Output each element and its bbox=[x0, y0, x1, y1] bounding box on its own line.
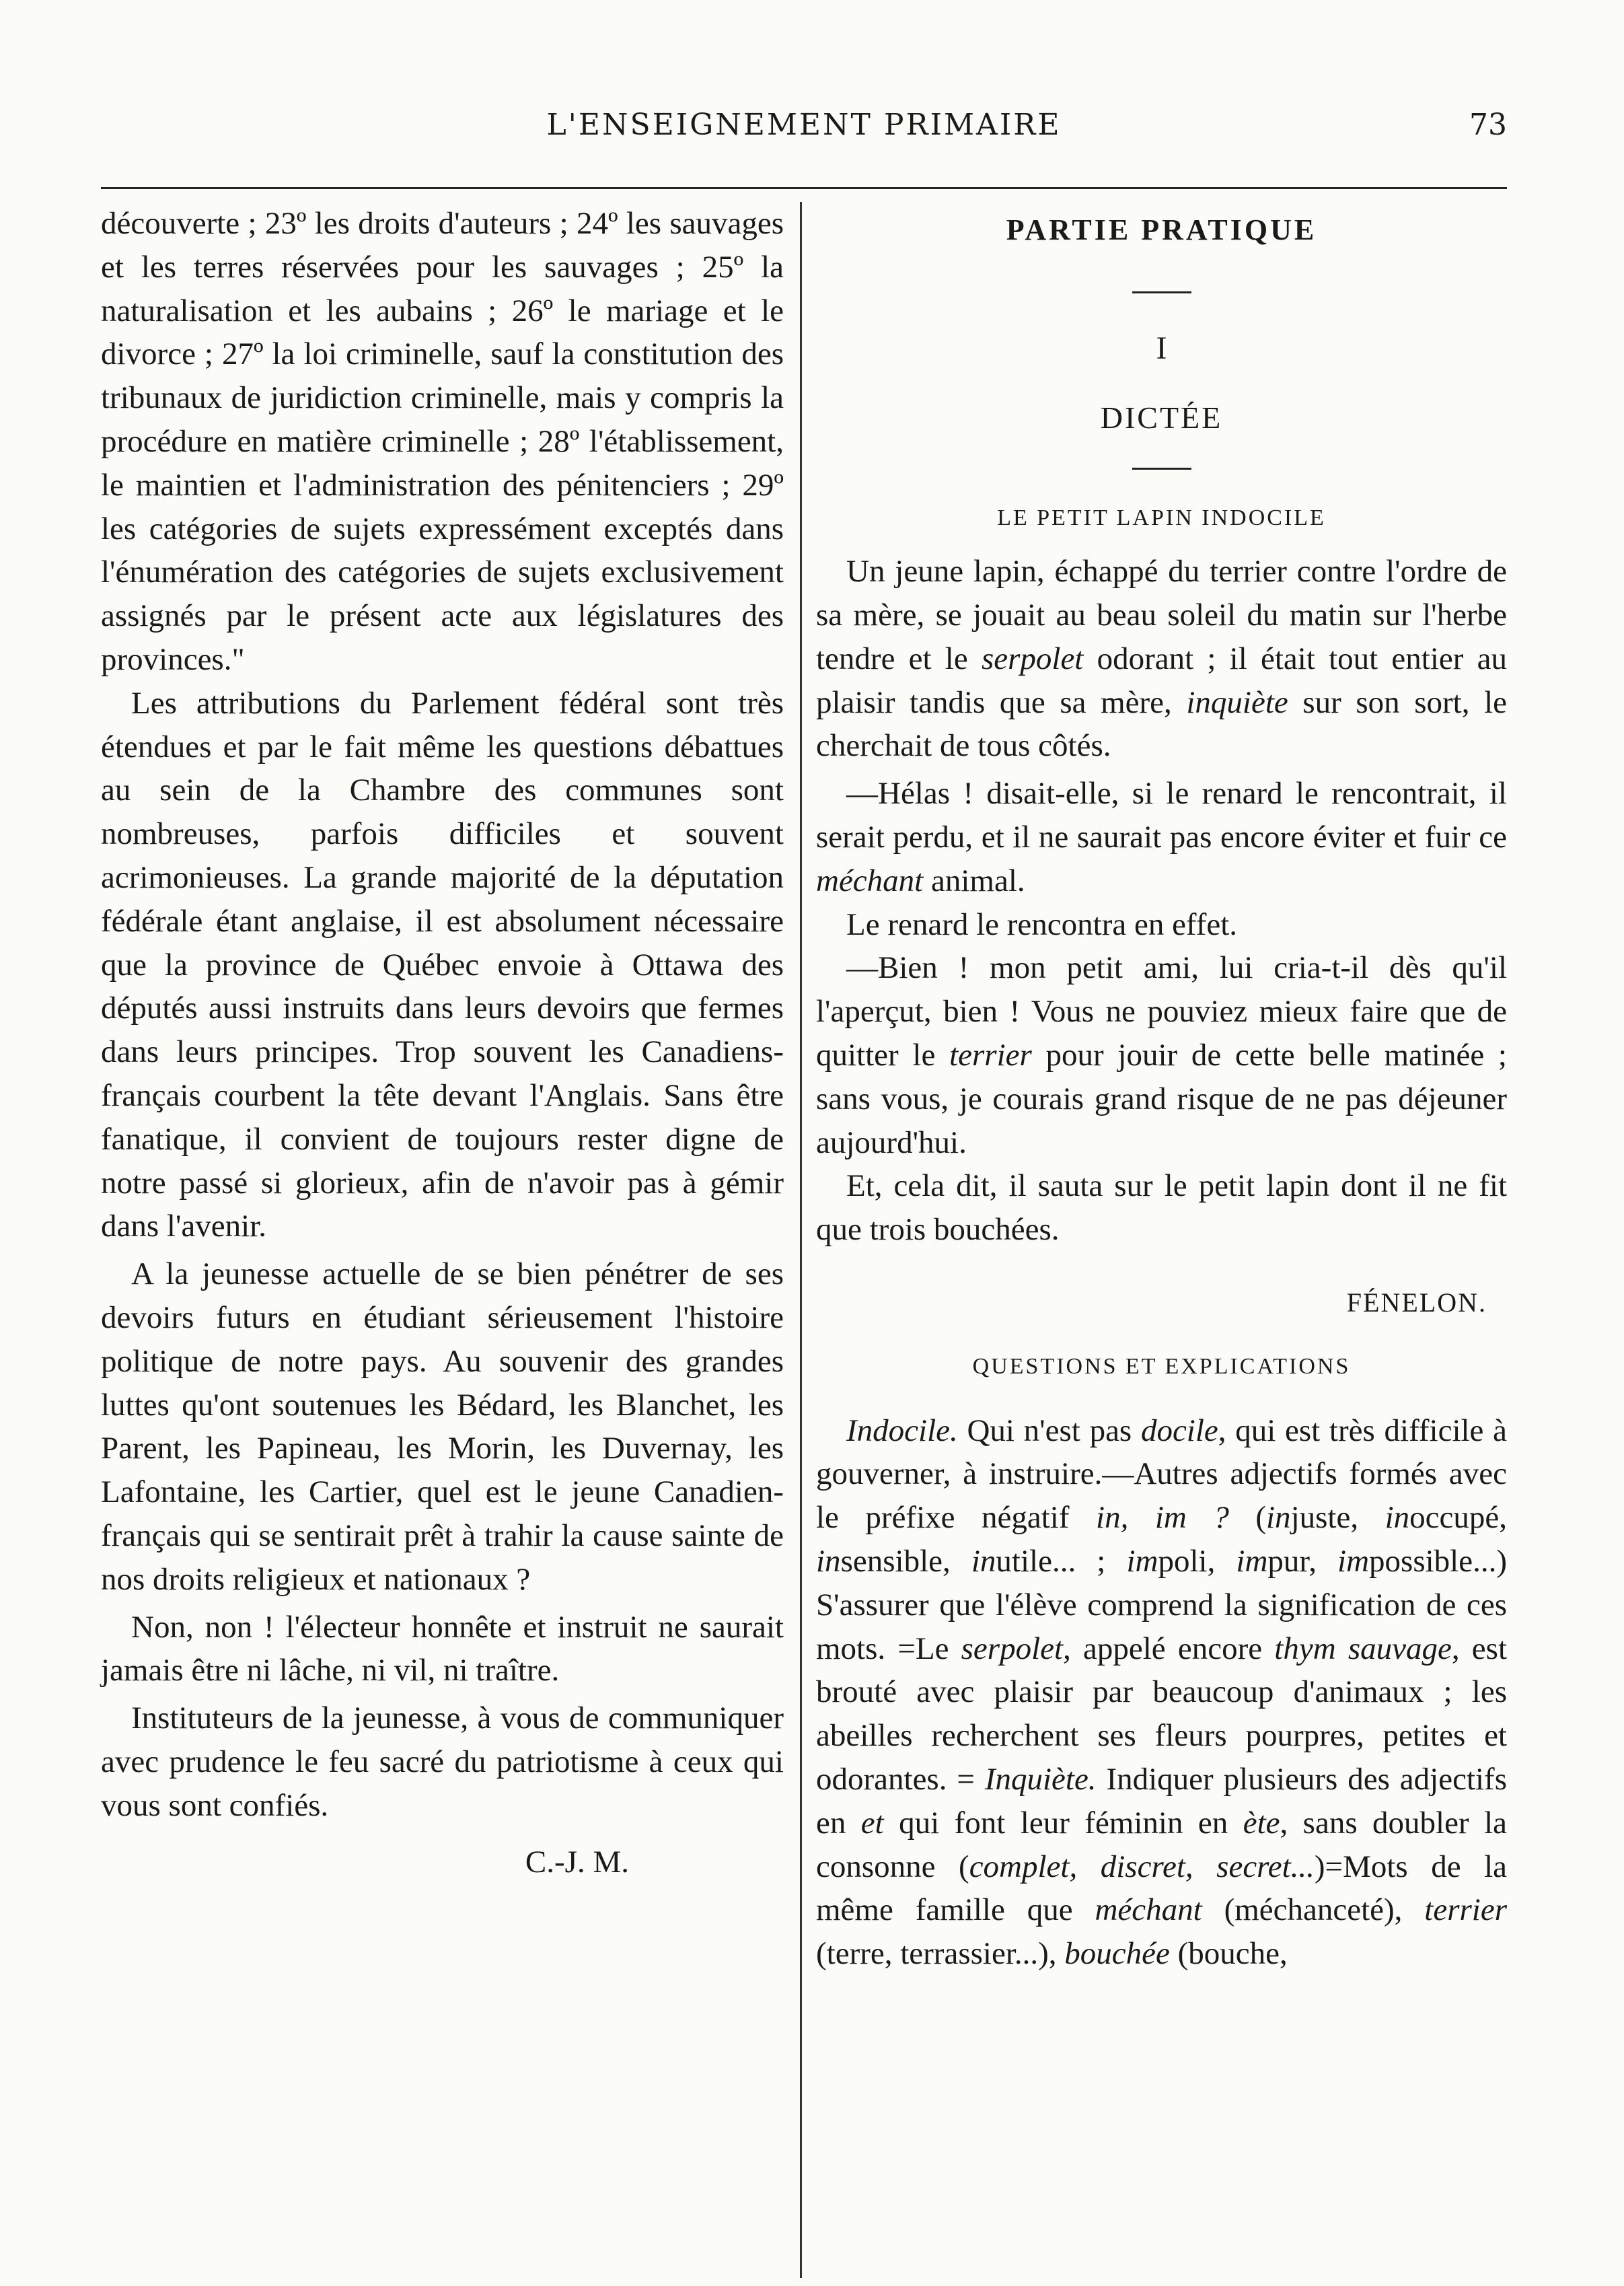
paragraph: Instituteurs de la jeunesse, à vous de communiquer avec prudence le feu sacré du patriotisme à ceux qui vous sont confiés. bbox=[101, 1701, 784, 1823]
right-column bbox=[816, 202, 1507, 1976]
subsection-title: DICTÉE bbox=[1100, 400, 1223, 435]
story-title: LE PETIT LAPIN INDOCILE bbox=[997, 505, 1326, 531]
journal-title: L'ENSEIGNEMENT PRIMAIRE bbox=[546, 108, 1062, 142]
author: FÉNELON. bbox=[1346, 1287, 1487, 1318]
story-paragraph: Un jeune lapin, échappé du terrier contre l'ordre de sa mère, se jouait au beau soleil du matin sur l'herbe tendre et le serpolet odorant ; il était tout entier au plaisir tandis que sa mère, inquiète sur son sort, le cherchait de tous côtés. bbox=[816, 554, 1507, 764]
paragraph: Les attributions du Parlement fédéral sont très étendues et par le fait même les questions débattues au sein de la Chambre des communes sont nombreuses, parfois difficiles et souvent acrimonieuses. La grande majorité de la députation fédérale étant anglaise, il est absolument nécessaire que la province de Québec envoie à Ottawa des députés aussi instruits dans leurs devoirs que fermes dans leurs principes. Trop souvent les Canadiens-français courbent la tête devant l'Anglais. Sans être fanatique, il convient de toujours rester digne de notre passé si glorieux, afin de n'avoir pas à gémir dans l'avenir. bbox=[101, 685, 784, 1244]
story-paragraph: —Hélas ! disait-elle, si le renard le rencontrait, il serait perdu, et il ne saurait pas encore éviter et fuir ce méchant animal. bbox=[816, 776, 1507, 898]
paragraph: découverte ; 23º les droits d'auteurs ; 24º les sauvages et les terres réservées pour les sauvages ; 25º la naturalisation et les aubains ; 26º le mariage et le divorce ; 27º la loi criminelle, sauf la constitution des tribunaux de juridiction criminelle, mais y compris la procédure en matière criminelle ; 28º l'établissement, le maintien et l'administration des pénitenciers ; 29º les catégories de sujets expressément exceptés dans l'énumération des catégories de sujets exclusivement assignés par le présent acte aux législatures des provinces." bbox=[101, 206, 784, 677]
questions-title: QUESTIONS ET EXPLICATIONS bbox=[972, 1353, 1351, 1379]
signature: C.-J. M. bbox=[525, 1845, 629, 1880]
roman-numeral: I bbox=[1156, 330, 1167, 366]
story-paragraph: Le renard le rencontra en effet. bbox=[846, 906, 1238, 942]
header-rule bbox=[101, 187, 1507, 189]
column-divider bbox=[800, 202, 802, 2278]
paragraph: Non, non ! l'électeur honnête et instruit ne saurait jamais être ni lâche, ni vil, ni traître. bbox=[101, 1609, 784, 1688]
paragraph: A la jeunesse actuelle de se bien pénétrer de ses devoirs futurs en étudiant sérieusement l'histoire politique de notre pays. Au souvenir des grandes luttes qu'ont soutenues les Bédard, les Blanchet, les Parent, les Papineau, les Morin, les Duvernay, les Lafontaine, les Cartier, quel est le jeune Canadien-français qui se sentirait prêt à trahir la cause sainte de nos droits religieux et nationaux ? bbox=[101, 1256, 784, 1597]
running-header bbox=[101, 108, 1507, 162]
page-number: 73 bbox=[1469, 108, 1507, 142]
explanation-paragraph: Indocile. Qui n'est pas docile, qui est très difficile à gouverner, à instruire.—Autres adjectifs formés avec le préfixe négatif in, im ? (injuste, inoccupé, insensible, inutile... ; impoli, impur, impossible...) S'assurer que l'élève comprend la signification de ces mots. =Le serpolet, appelé encore thym sauvage, est brouté avec plaisir par beaucoup d'animaux ; les abeilles recherchent ses fleurs pourpres, petites et odorantes. = Inquiète. Indiquer plusieurs des adjectifs en et qui font leur féminin en ète, sans doubler la consonne (complet, discret, secret...)=Mots de la même famille que méchant (méchanceté), terrier (terre, terrassier...), bouchée (bouche, bbox=[816, 1413, 1508, 1972]
section-title: PARTIE PRATIQUE bbox=[1006, 213, 1317, 246]
subsection-dash bbox=[1132, 468, 1191, 470]
section-dash bbox=[1132, 291, 1191, 293]
story-paragraph: —Bien ! mon petit ami, lui cria-t-il dès qu'il l'aperçut, bien ! Vous ne pouviez mieux faire que de quitter le terrier pour jouir de cette belle matinée ; sans vous, je courais grand risque de ne pas déjeuner aujourd'hui. bbox=[816, 950, 1507, 1160]
left-column bbox=[101, 202, 784, 1884]
story-paragraph: Et, cela dit, il sauta sur le petit lapin dont il ne fit que trois bouchées. bbox=[816, 1168, 1507, 1248]
